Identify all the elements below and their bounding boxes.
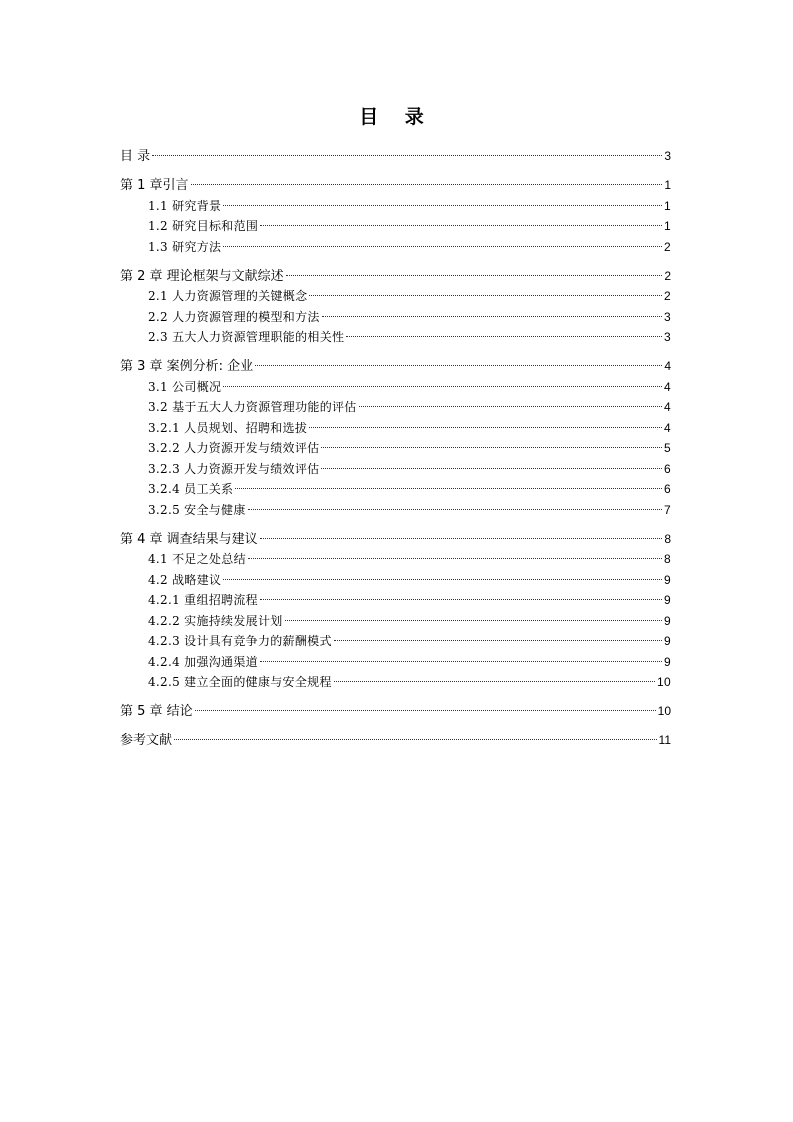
toc-entry-page-number: 6 (664, 482, 671, 496)
toc-entry[interactable] (120, 500, 671, 521)
toc-entry-label: 3.2.3 人力资源开发与绩效评估 (148, 461, 320, 476)
toc-entry-label: 参考文献 (120, 733, 173, 748)
toc-dot-leader (191, 184, 663, 185)
toc-entry[interactable] (120, 307, 671, 328)
toc-entry-label: 第 2 章 理论框架与文献综述 (120, 268, 284, 284)
toc-entry-page-number: 4 (664, 379, 671, 394)
toc-entry-page-number: 10 (657, 675, 671, 689)
toc-entry[interactable] (120, 377, 671, 398)
toc-entry[interactable] (120, 590, 671, 611)
toc-entry-label: 第 1 章引言 (120, 178, 189, 193)
toc-entry-page-number: 7 (664, 502, 671, 517)
toc-entry-page-number: 3 (664, 149, 671, 163)
toc-dot-leader (285, 620, 662, 621)
toc-entry-label: 2.3 五大人力资源管理职能的相关性 (148, 330, 345, 344)
toc-entry-label: 3.2.2 人力资源开发与绩效评估 (148, 441, 320, 455)
toc-entry[interactable] (120, 397, 671, 418)
toc-entry-page-number: 1 (664, 198, 671, 213)
toc-entry[interactable] (120, 479, 671, 500)
toc-entry-label: 目 录 (120, 149, 151, 164)
toc-dot-leader (260, 538, 663, 539)
toc-entry-label: 4.2.2 实施持续发展计划 (148, 613, 283, 628)
toc-entry[interactable] (120, 438, 671, 459)
toc-dot-leader (346, 336, 662, 337)
toc-entry-page-number: 9 (664, 593, 671, 607)
toc-entry-label: 3.2.4 员工关系 (148, 482, 234, 496)
toc-dot-leader (255, 365, 662, 366)
toc-dot-leader (248, 509, 662, 510)
toc-entry-label: 3.2.1 人员规划、招聘和选拔 (148, 420, 308, 435)
toc-entry-page-number: 1 (664, 178, 671, 192)
toc-entry-label: 2.1 人力资源管理的关键概念 (148, 289, 308, 303)
toc-entry-page-number: 2 (664, 268, 671, 283)
toc-dot-leader (286, 275, 663, 276)
toc-entry-page-number: 4 (664, 420, 671, 435)
toc-entry[interactable] (120, 175, 671, 196)
toc-dot-leader (195, 710, 656, 711)
toc-entry-label: 第 3 章 案例分析: 企业 (120, 359, 254, 374)
toc-entry-label: 第 5 章 结论 (120, 704, 193, 719)
toc-entry-page-number: 9 (664, 634, 671, 648)
toc-entry-label: 1.3 研究方法 (148, 239, 222, 254)
toc-entry-label: 2.2 人力资源管理的模型和方法 (148, 309, 320, 324)
toc-entry[interactable] (120, 356, 671, 377)
toc-dot-leader (359, 406, 662, 407)
toc-dot-leader (309, 295, 662, 296)
toc-entry[interactable] (120, 327, 671, 348)
toc-entry-label: 4.2.5 建立全面的健康与安全规程 (148, 675, 332, 689)
toc-dot-leader (321, 468, 662, 469)
toc-entry[interactable] (120, 611, 671, 632)
toc-entry-label: 4.2.4 加强沟通渠道 (148, 654, 258, 669)
toc-dot-leader (223, 205, 662, 206)
toc-entry[interactable] (120, 196, 671, 217)
toc-dot-leader (223, 246, 662, 247)
toc-dot-leader (152, 155, 662, 156)
toc-entry-label: 4.2.1 重组招聘流程 (148, 593, 258, 607)
toc-entry[interactable] (120, 237, 671, 258)
toc-dot-leader (334, 640, 662, 641)
toc-entry-label: 3.1 公司概况 (148, 379, 222, 394)
toc-entry-page-number: 4 (664, 359, 671, 373)
toc-entry-page-number: 6 (664, 461, 671, 476)
toc-entry-page-number: 2 (664, 289, 671, 303)
toc-entry-label: 1.2 研究目标和范围 (148, 219, 259, 233)
toc-dot-leader (174, 739, 657, 740)
toc-entry[interactable] (120, 286, 671, 307)
toc-dot-leader (235, 488, 662, 489)
toc-entry-page-number: 9 (664, 572, 671, 587)
toc-entry[interactable] (120, 418, 671, 439)
toc-entry-label: 4.2 战略建议 (148, 572, 222, 587)
toc-entry-page-number: 8 (664, 552, 671, 566)
toc-dot-leader (248, 558, 662, 559)
toc-entry[interactable] (120, 549, 671, 570)
toc-entry-label: 1.1 研究背景 (148, 198, 222, 213)
toc-entry-page-number: 3 (664, 309, 671, 324)
toc-entry-page-number: 1 (664, 219, 671, 233)
toc-dot-leader (321, 447, 662, 448)
toc-entry-page-number: 2 (664, 239, 671, 254)
toc-entry[interactable] (120, 730, 671, 751)
table-of-contents (120, 146, 671, 751)
toc-entry-label: 3.2 基于五大人力资源管理功能的评估 (148, 400, 357, 414)
toc-entry-page-number: 10 (657, 704, 671, 718)
toc-entry-page-number: 11 (658, 733, 671, 747)
toc-entry[interactable] (120, 529, 671, 550)
toc-entry-label: 第 4 章 调查结果与建议 (120, 531, 258, 547)
toc-dot-leader (322, 316, 662, 317)
toc-dot-leader (309, 427, 662, 428)
toc-entry[interactable] (120, 701, 671, 722)
toc-dot-leader (260, 661, 662, 662)
toc-entry-page-number: 9 (664, 654, 671, 669)
toc-dot-leader (223, 386, 662, 387)
toc-entry[interactable] (120, 652, 671, 673)
toc-entry[interactable] (120, 631, 671, 652)
toc-entry-page-number: 5 (664, 441, 671, 455)
toc-entry-label: 4.2.3 设计具有竞争力的薪酬模式 (148, 634, 332, 648)
toc-entry[interactable] (120, 672, 671, 693)
toc-entry-page-number: 4 (664, 400, 671, 414)
toc-dot-leader (260, 225, 662, 226)
toc-dot-leader (223, 579, 662, 580)
toc-entry-page-number: 8 (664, 531, 671, 546)
page-title: 目 录 (359, 106, 434, 128)
toc-entry-page-number: 9 (664, 613, 671, 628)
toc-entry[interactable] (120, 266, 671, 287)
toc-entry[interactable] (120, 216, 671, 237)
toc-dot-leader (334, 681, 655, 682)
toc-entry[interactable] (120, 146, 671, 167)
toc-entry[interactable] (120, 570, 671, 591)
toc-entry-label: 4.1 不足之处总结 (148, 552, 246, 566)
toc-entry-label: 3.2.5 安全与健康 (148, 502, 246, 517)
toc-entry-page-number: 3 (664, 330, 671, 344)
toc-dot-leader (260, 599, 662, 600)
toc-entry[interactable] (120, 459, 671, 480)
